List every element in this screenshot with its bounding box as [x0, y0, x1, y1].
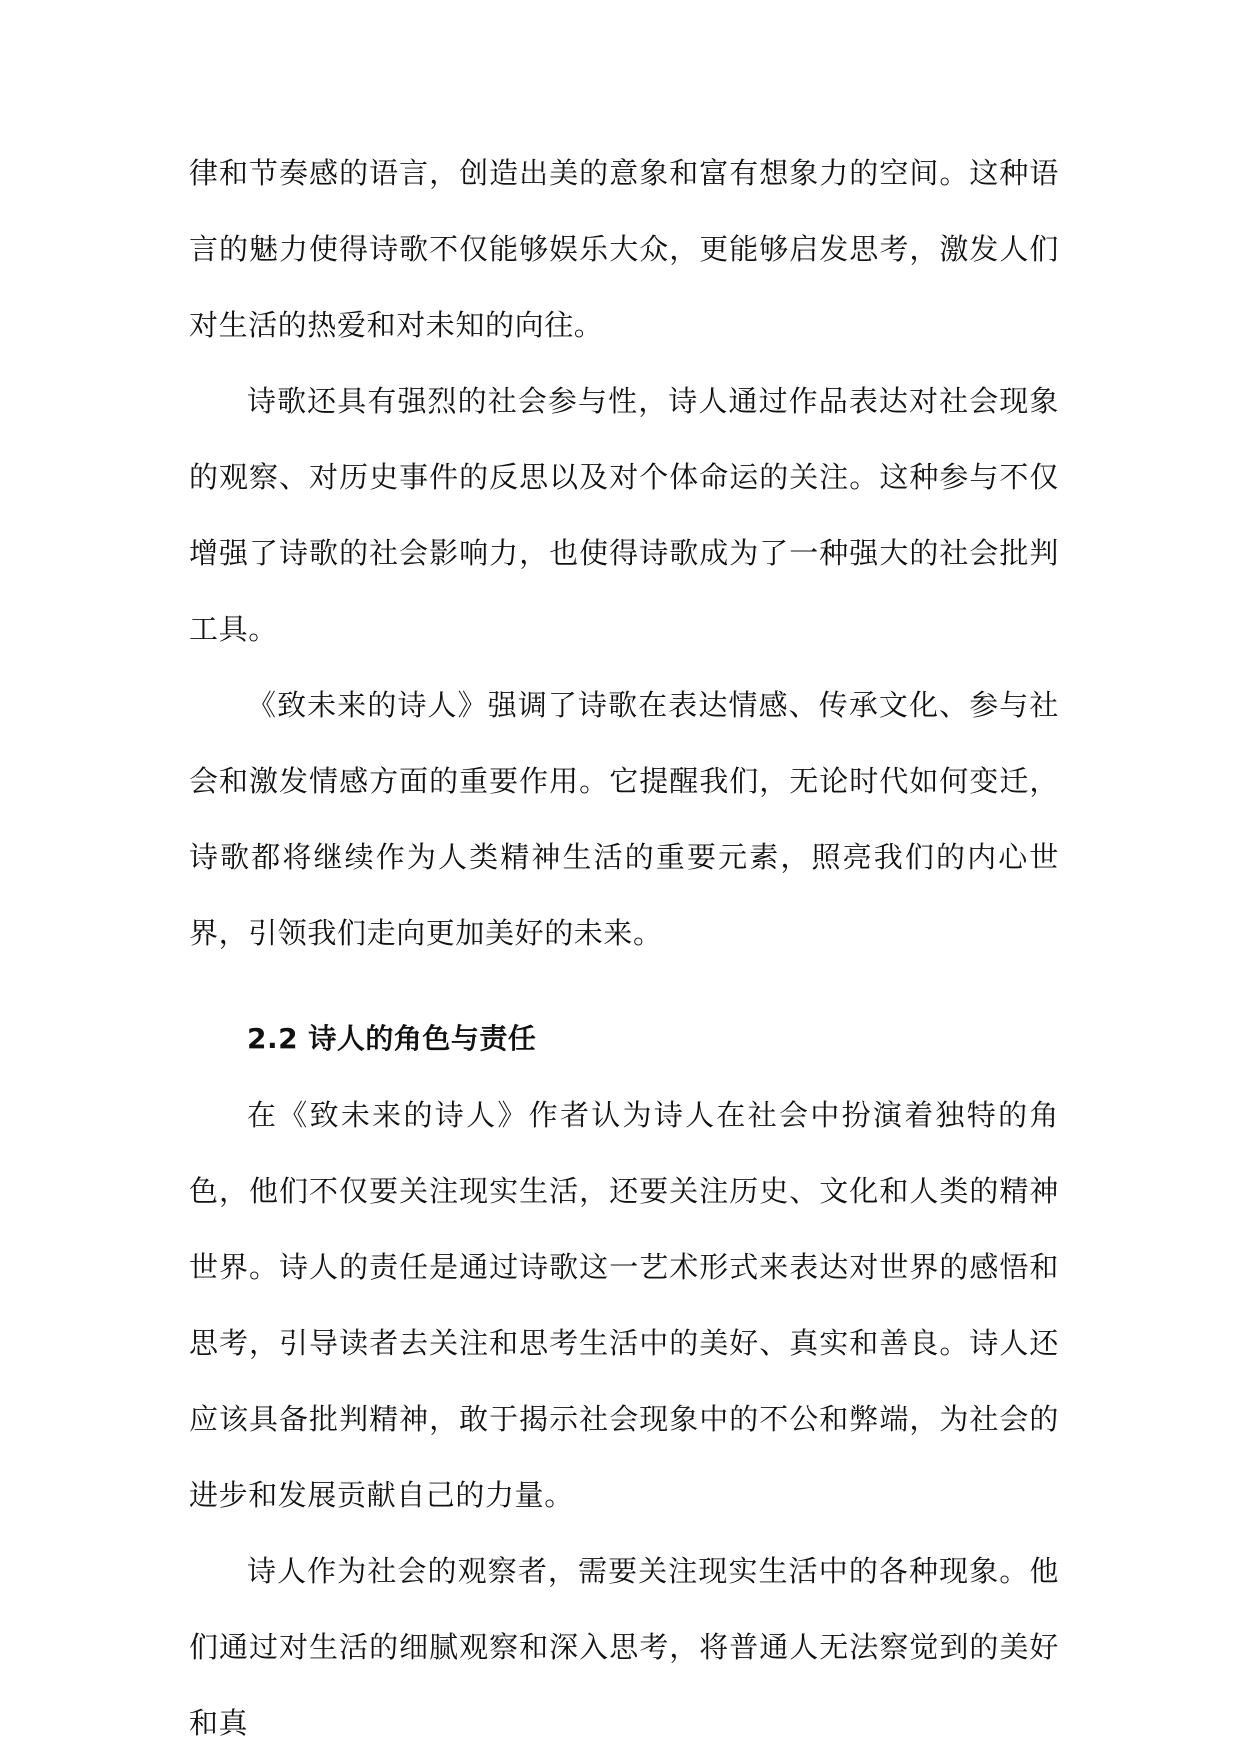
paragraph-social-participation: 诗歌还具有强烈的社会参与性，诗人通过作品表达对社会现象的观察、对历史事件的反思以及对个体命运的关注。这种参与不仅增强了诗歌的社会影响力，也使得诗歌成为了一种强大的社会批判工具。 — [189, 384, 1059, 646]
document-body — [189, 135, 1059, 1761]
paragraph-continuation: 律和节奏感的语言，创造出美的意象和富有想象力的空间。这种语言的魅力使得诗歌不仅能够娱乐大众，更能够启发思考，激发人们对生活的热爱和对未知的向往。 — [189, 156, 1059, 342]
paragraph-poet-role: 在《致未来的诗人》作者认为诗人在社会中扮演着独特的角色，他们不仅要关注现实生活，还要关注历史、文化和人类的精神世界。诗人的责任是通过诗歌这一艺术形式来表达对世界的感悟和思考，引导读者去关注和思考生活中的美好、真实和善良。诗人还应该具备批判精神，敢于揭示社会现象中的不公和弊端，为社会的进步和发展贡献自己的力量。 — [189, 1098, 1059, 1512]
paragraph-poet-observer: 诗人作为社会的观察者，需要关注现实生活中的各种现象。他们通过对生活的细腻观察和深入思考，将普通人无法察觉到的美好和真 — [189, 1554, 1059, 1740]
section-heading: 2.2 诗人的角色与责任 — [247, 1022, 537, 1055]
paragraph-poetry-importance: 《致未来的诗人》强调了诗歌在表达情感、传承文化、参与社会和激发情感方面的重要作用。它提醒我们，无论时代如何变迁，诗歌都将继续作为人类精神生活的重要元素，照亮我们的内心世界，引领我们走向更加美好的未来。 — [189, 688, 1059, 950]
